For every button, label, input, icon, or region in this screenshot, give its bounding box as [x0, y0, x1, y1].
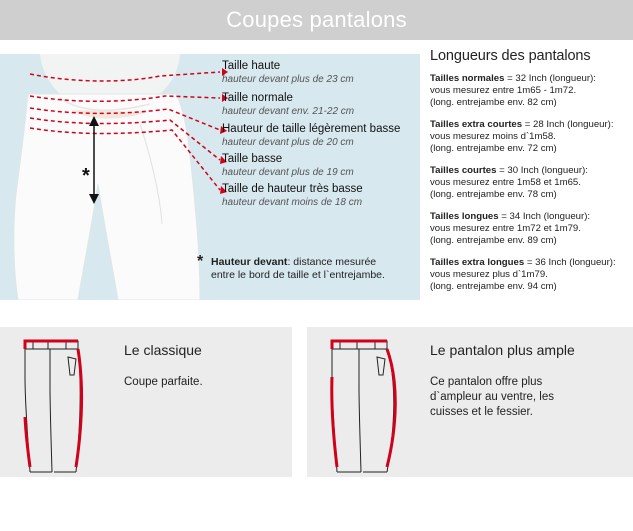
label-taille-legerement-basse: Hauteur de taille légèrement basse hauteur devant plus de 20 cm: [222, 123, 401, 148]
label-taille-haute: Taille haute hauteur devant plus de 23 cm: [222, 60, 354, 85]
length-block: Tailles courtes = 30 Inch (longueur): vous mesurez entre 1m58 et 1m65. (long. entrejambe env. 78 cm): [430, 165, 588, 200]
fit-desc-classic: Coupe parfaite.: [124, 376, 203, 388]
length-block: Tailles extra courtes = 28 Inch (longueur): vous mesurez moins d`1m58. (long. entrejambe env. 72 cm): [430, 119, 614, 154]
length-block: Tailles longues = 34 Inch (longueur): vous mesurez entre 1m72 et 1m79. (long. entrejambe env. 89 cm): [430, 211, 591, 246]
measure-note: * Hauteur devant: distance mesurée entre le bord de taille et l`entrejambe.: [197, 253, 385, 281]
fit-desc-ample: Ce pantalon offre plus d`ampleur au ventre, les cuisses et le fessier.: [430, 376, 555, 418]
fit-title-ample: Le pantalon plus ample: [430, 342, 575, 358]
page-header: [0, 0, 633, 40]
classic-leg-highlight: [76, 349, 82, 467]
label-taille-normale: Taille normale hauteur devant env. 21-22 cm: [222, 92, 355, 117]
measure-star: *: [82, 165, 90, 187]
label-taille-tres-basse: Taille de hauteur très basse hauteur devant moins de 18 cm: [222, 183, 363, 208]
classic-pants-icon: [0, 327, 120, 477]
length-block: Tailles extra longues = 36 Inch (longueur): vous mesurez plus d`1m79. (long. entrejambe env. 94 cm): [430, 257, 616, 292]
note-star: *: [197, 253, 204, 270]
lengths-title: Longueurs des pantalons: [430, 48, 591, 64]
page-title: Coupes pantalons: [226, 7, 407, 32]
lengths-panel: [430, 48, 633, 303]
ample-pants-icon: [307, 327, 427, 477]
ample-leg-highlight: [387, 349, 395, 467]
length-block: Tailles normales = 32 Inch (longueur): vous mesurez entre 1m65 - 1m72. (long. entrejambe env. 82 cm): [430, 73, 596, 108]
fit-title-classic: Le classique: [124, 342, 202, 358]
fit-card-ample: [307, 327, 633, 477]
label-taille-basse: Taille basse hauteur devant plus de 19 cm: [222, 153, 354, 178]
fit-card-classic: [0, 327, 292, 477]
